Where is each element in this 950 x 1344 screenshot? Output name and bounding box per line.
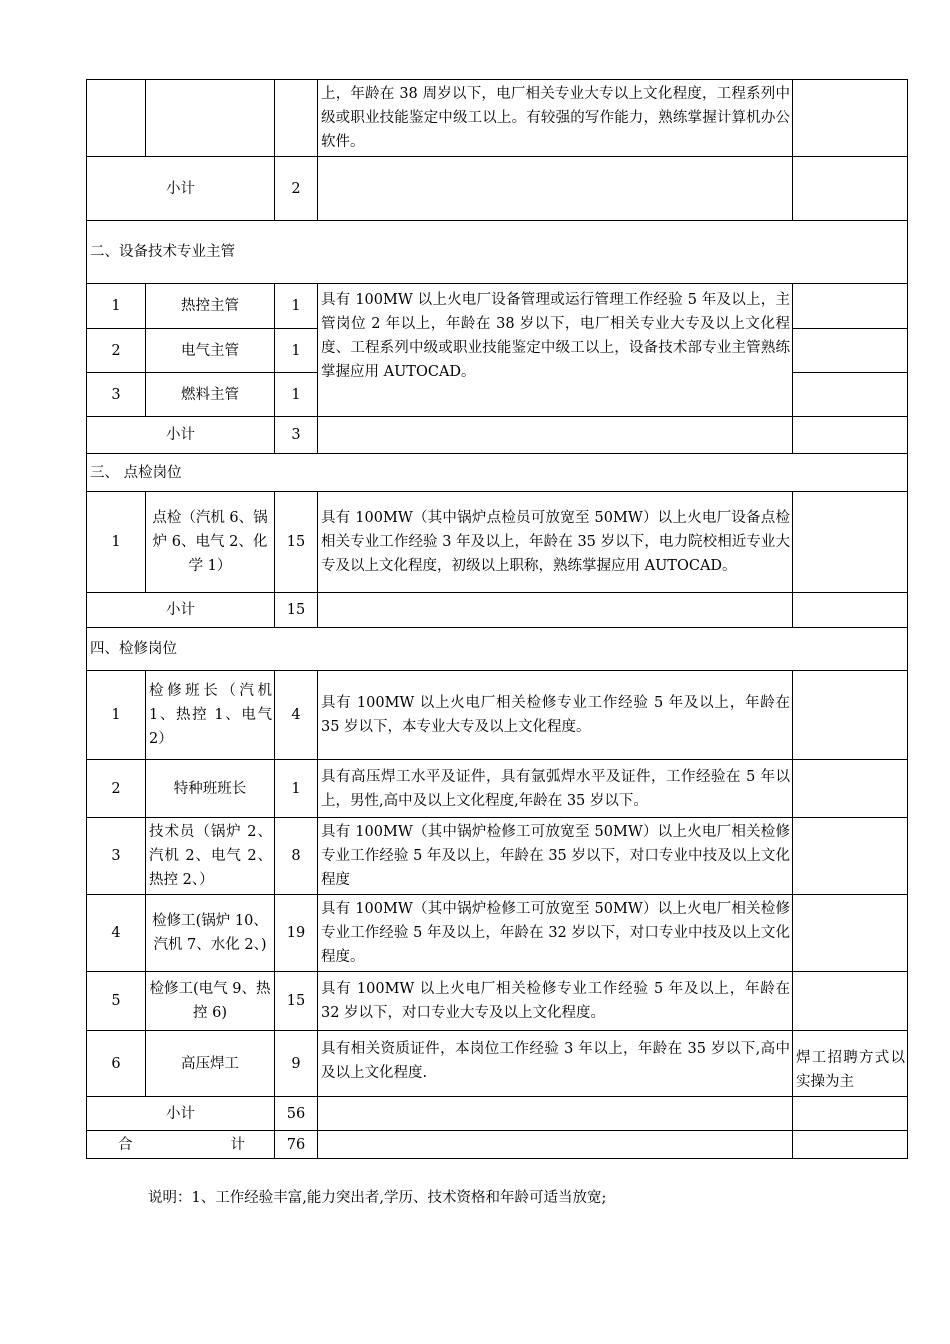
total-count: 76 bbox=[275, 1131, 318, 1159]
section-header bbox=[87, 221, 908, 284]
remark-cell: 焊工招聘方式以实操为主 bbox=[793, 1031, 908, 1097]
position-name: 检修工(锅炉 10、汽机 7、水化 2、) bbox=[146, 895, 275, 972]
requirement-cell: 具有 100MW（其中锅炉点检员可放宽至 50MW）以上火电厂设备点检相关专业工作经验 3 年及以上，年龄在 35 岁以下，电力院校相近专业大专及以上文化程度，初级以上职称，熟练掌握应用 AUTOCAD。 bbox=[318, 492, 793, 593]
row-number: 2 bbox=[87, 760, 146, 818]
subtotal-row bbox=[87, 593, 908, 628]
subtotal-count: 2 bbox=[275, 157, 318, 221]
position-count: 15 bbox=[275, 972, 318, 1031]
requirement-cell: 具有相关资质证件，本岗位工作经验 3 年以上，年龄在 35 岁以下,高中及以上文化程度. bbox=[318, 1031, 793, 1097]
position-count: 4 bbox=[275, 671, 318, 760]
row-number: 1 bbox=[87, 492, 146, 593]
total-label bbox=[87, 1131, 275, 1159]
total-label-a: 合 bbox=[118, 1136, 133, 1153]
requirement-cell: 具有 100MW 以上火电厂相关检修专业工作经验 5 年及以上，年龄在 35 岁以下，本专业大专及以上文化程度。 bbox=[318, 671, 793, 760]
table-row bbox=[87, 818, 908, 895]
position-count: 8 bbox=[275, 818, 318, 895]
subtotal-count: 56 bbox=[275, 1097, 318, 1131]
section-header bbox=[87, 628, 908, 671]
table-row bbox=[87, 284, 908, 329]
row-number: 5 bbox=[87, 972, 146, 1031]
position-name: 检修班长（汽机 1、热控 1、电气 2） bbox=[146, 671, 275, 760]
subtotal-row bbox=[87, 157, 908, 221]
requirement-cell: 具有 100MW 以上火电厂相关检修专业工作经验 5 年及以上，年龄在 32 岁以下，对口专业大专及以上文化程度。 bbox=[318, 972, 793, 1031]
subtotal-row bbox=[87, 417, 908, 454]
row-number: 6 bbox=[87, 1031, 146, 1097]
position-name: 热控主管 bbox=[146, 284, 275, 329]
row-number: 1 bbox=[87, 284, 146, 329]
section-title: 二、设备技术专业主管 bbox=[87, 221, 908, 284]
position-count: 1 bbox=[275, 760, 318, 818]
row-number: 3 bbox=[87, 818, 146, 895]
table-row bbox=[87, 895, 908, 972]
position-count: 19 bbox=[275, 895, 318, 972]
position-name: 电气主管 bbox=[146, 329, 275, 373]
subtotal-count: 3 bbox=[275, 417, 318, 454]
section-header bbox=[87, 454, 908, 492]
section-title: 四、检修岗位 bbox=[87, 628, 908, 671]
position-name: 技术员（锅炉 2、汽机 2、电气 2、热控 2、） bbox=[146, 818, 275, 895]
row-number: 2 bbox=[87, 329, 146, 373]
total-row bbox=[87, 1131, 908, 1159]
requirement-cell: 具有 100MW 以上火电厂设备管理或运行管理工作经验 5 年及以上，主管岗位 2 年以上，年龄在 38 岁以下，电厂相关专业大专及以上文化程度、工程系列中级或职业技能鉴定中级工以上，设备技术部专业主管熟练掌握应用 AUTOCAD。 bbox=[318, 284, 793, 417]
subtotal-label: 小计 bbox=[87, 417, 275, 454]
row-number: 3 bbox=[87, 373, 146, 417]
row-number: 1 bbox=[87, 671, 146, 760]
position-count: 1 bbox=[275, 373, 318, 417]
section-title: 三、 点检岗位 bbox=[87, 454, 908, 492]
row-number: 4 bbox=[87, 895, 146, 972]
position-name: 高压焊工 bbox=[146, 1031, 275, 1097]
requirement-cell: 具有 100MW（其中锅炉检修工可放宽至 50MW）以上火电厂相关检修专业工作经验 5 年及以上，年龄在 35 岁以下，对口专业中技及以上文化程度 bbox=[318, 818, 793, 895]
position-name: 点检（汽机 6、锅炉 6、电气 2、化学 1） bbox=[146, 492, 275, 593]
subtotal-label: 小计 bbox=[87, 157, 275, 221]
table-row bbox=[87, 492, 908, 593]
table-row bbox=[87, 972, 908, 1031]
position-name: 特种班班长 bbox=[146, 760, 275, 818]
subtotal-label: 小计 bbox=[87, 1097, 275, 1131]
footnote: 说明：1、工作经验丰富,能力突出者,学历、技术资格和年龄可适当放宽; bbox=[148, 1190, 607, 1206]
table-row bbox=[87, 80, 908, 157]
subtotal-label: 小计 bbox=[87, 593, 275, 628]
position-count: 1 bbox=[275, 329, 318, 373]
requirement-cell: 上，年龄在 38 周岁以下，电厂相关专业大专以上文化程度，工程系列中级或职业技能鉴定中级工以上。有较强的写作能力，熟练掌握计算机办公软件。 bbox=[318, 80, 793, 157]
position-count: 9 bbox=[275, 1031, 318, 1097]
position-count: 1 bbox=[275, 284, 318, 329]
requirement-cell: 具有 100MW（其中锅炉检修工可放宽至 50MW）以上火电厂相关检修专业工作经验 5 年及以上，年龄在 32 岁以下，对口专业中技及以上文化程度。 bbox=[318, 895, 793, 972]
requirement-cell: 具有高压焊工水平及证件，具有氩弧焊水平及证件，工作经验在 5 年以上，男性,高中及以上文化程度,年龄在 35 岁以下。 bbox=[318, 760, 793, 818]
subtotal-count: 15 bbox=[275, 593, 318, 628]
position-name: 燃料主管 bbox=[146, 373, 275, 417]
table-row bbox=[87, 671, 908, 760]
subtotal-row bbox=[87, 1097, 908, 1131]
table-row bbox=[87, 1031, 908, 1097]
total-label-b: 计 bbox=[230, 1136, 245, 1153]
position-name: 检修工(电气 9、热控 6) bbox=[146, 972, 275, 1031]
table-row bbox=[87, 760, 908, 818]
position-count: 15 bbox=[275, 492, 318, 593]
recruitment-table bbox=[86, 79, 908, 1159]
